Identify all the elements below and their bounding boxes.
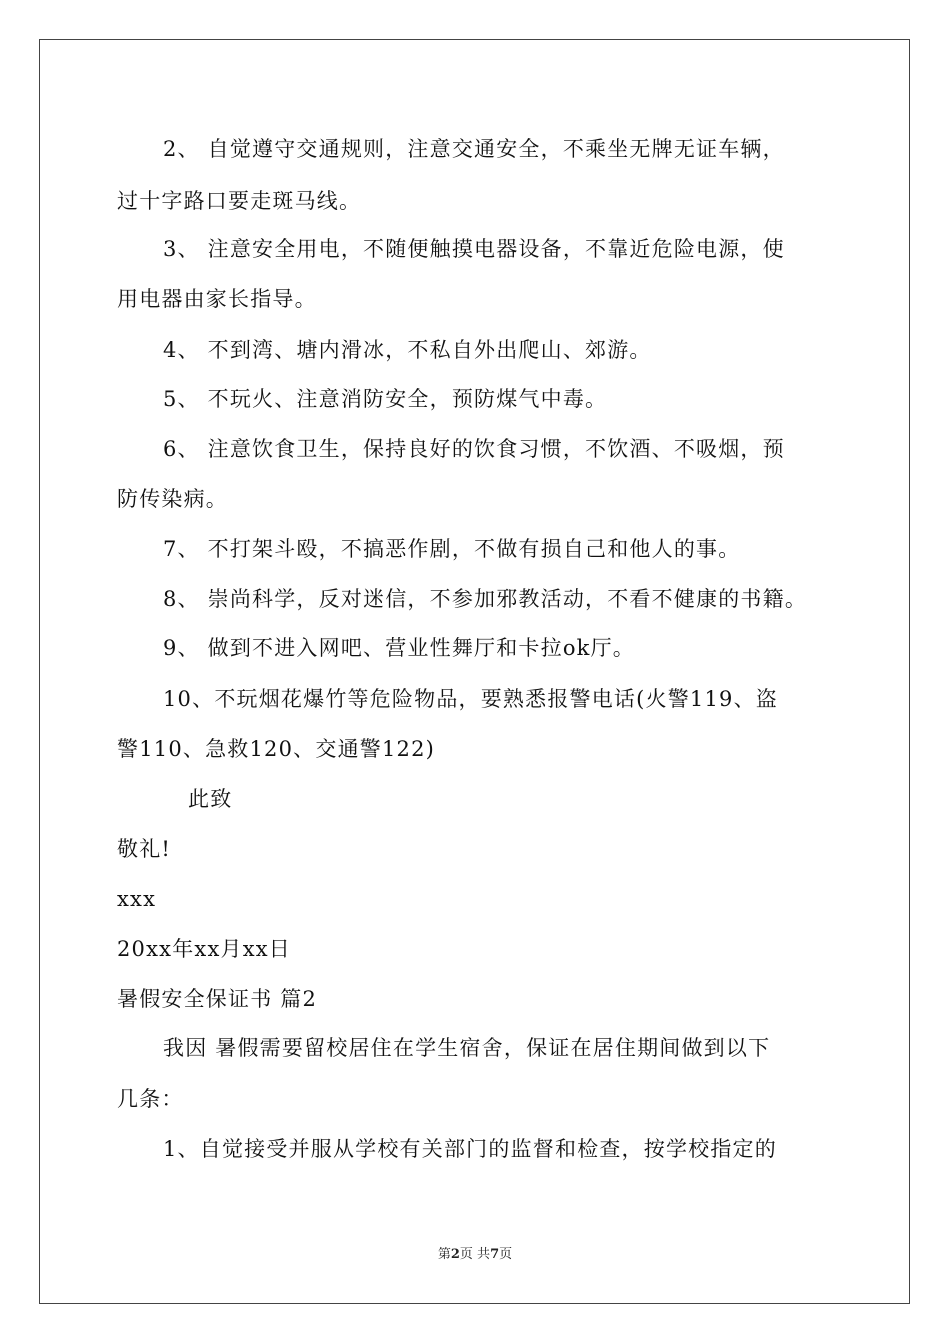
text-line: 3、 注意安全用电，不随便触摸电器设备，不靠近危险电源，使 xyxy=(163,237,785,261)
text-line: 6、 注意饮食卫生，保持良好的饮食习惯，不饮酒、不吸烟，预 xyxy=(163,437,785,461)
page-border xyxy=(39,39,910,1304)
text-line: 用电器由家长指导。 xyxy=(117,287,317,311)
text-line: 4、 不到湾、塘内滑冰，不私自外出爬山、郊游。 xyxy=(163,338,652,362)
text-line: 警110、急救120、交通警122) xyxy=(117,737,436,761)
footer-mid: 页 共 xyxy=(459,1247,491,1262)
text-line: 7、 不打架斗殴，不搞恶作剧，不做有损自己和他人的事。 xyxy=(163,537,741,561)
closing-salutation: 此致 xyxy=(188,787,233,811)
text-line: 9、 做到不进入网吧、营业性舞厅和卡拉ok厅。 xyxy=(163,636,636,660)
closing-greeting: 敬礼! xyxy=(117,837,172,861)
current-page-number: 2 xyxy=(450,1247,460,1262)
text-line: 1、自觉接受并服从学校有关部门的监督和检查，按学校指定的 xyxy=(163,1137,777,1161)
text-line: 几条： xyxy=(117,1087,184,1111)
text-line: 过十字路口要走斑马线。 xyxy=(117,189,362,213)
text-line: 2、 自觉遵守交通规则，注意交通安全，不乘坐无牌无证车辆， xyxy=(163,137,785,161)
signature-date: 20xx年xx月xx日 xyxy=(117,937,291,961)
text-line: 我因 暑假需要留校居住在学生宿舍，保证在居住期间做到以下 xyxy=(163,1036,771,1060)
signature-name: xxx xyxy=(117,887,157,911)
footer-suffix: 页 xyxy=(499,1247,513,1262)
text-line: 8、 崇尚科学，反对迷信，不参加邪教活动，不看不健康的书籍。 xyxy=(163,587,808,611)
section-heading: 暑假安全保证书 篇2 xyxy=(117,987,318,1011)
page-footer xyxy=(0,1246,950,1264)
total-page-number: 7 xyxy=(490,1247,500,1262)
footer-prefix: 第 xyxy=(437,1247,451,1262)
text-line: 5、 不玩火、注意消防安全，预防煤气中毒。 xyxy=(163,387,608,411)
text-line: 防传染病。 xyxy=(117,487,228,511)
text-line: 10、不玩烟花爆竹等危险物品，要熟悉报警电话(火警119、盗 xyxy=(163,687,778,711)
